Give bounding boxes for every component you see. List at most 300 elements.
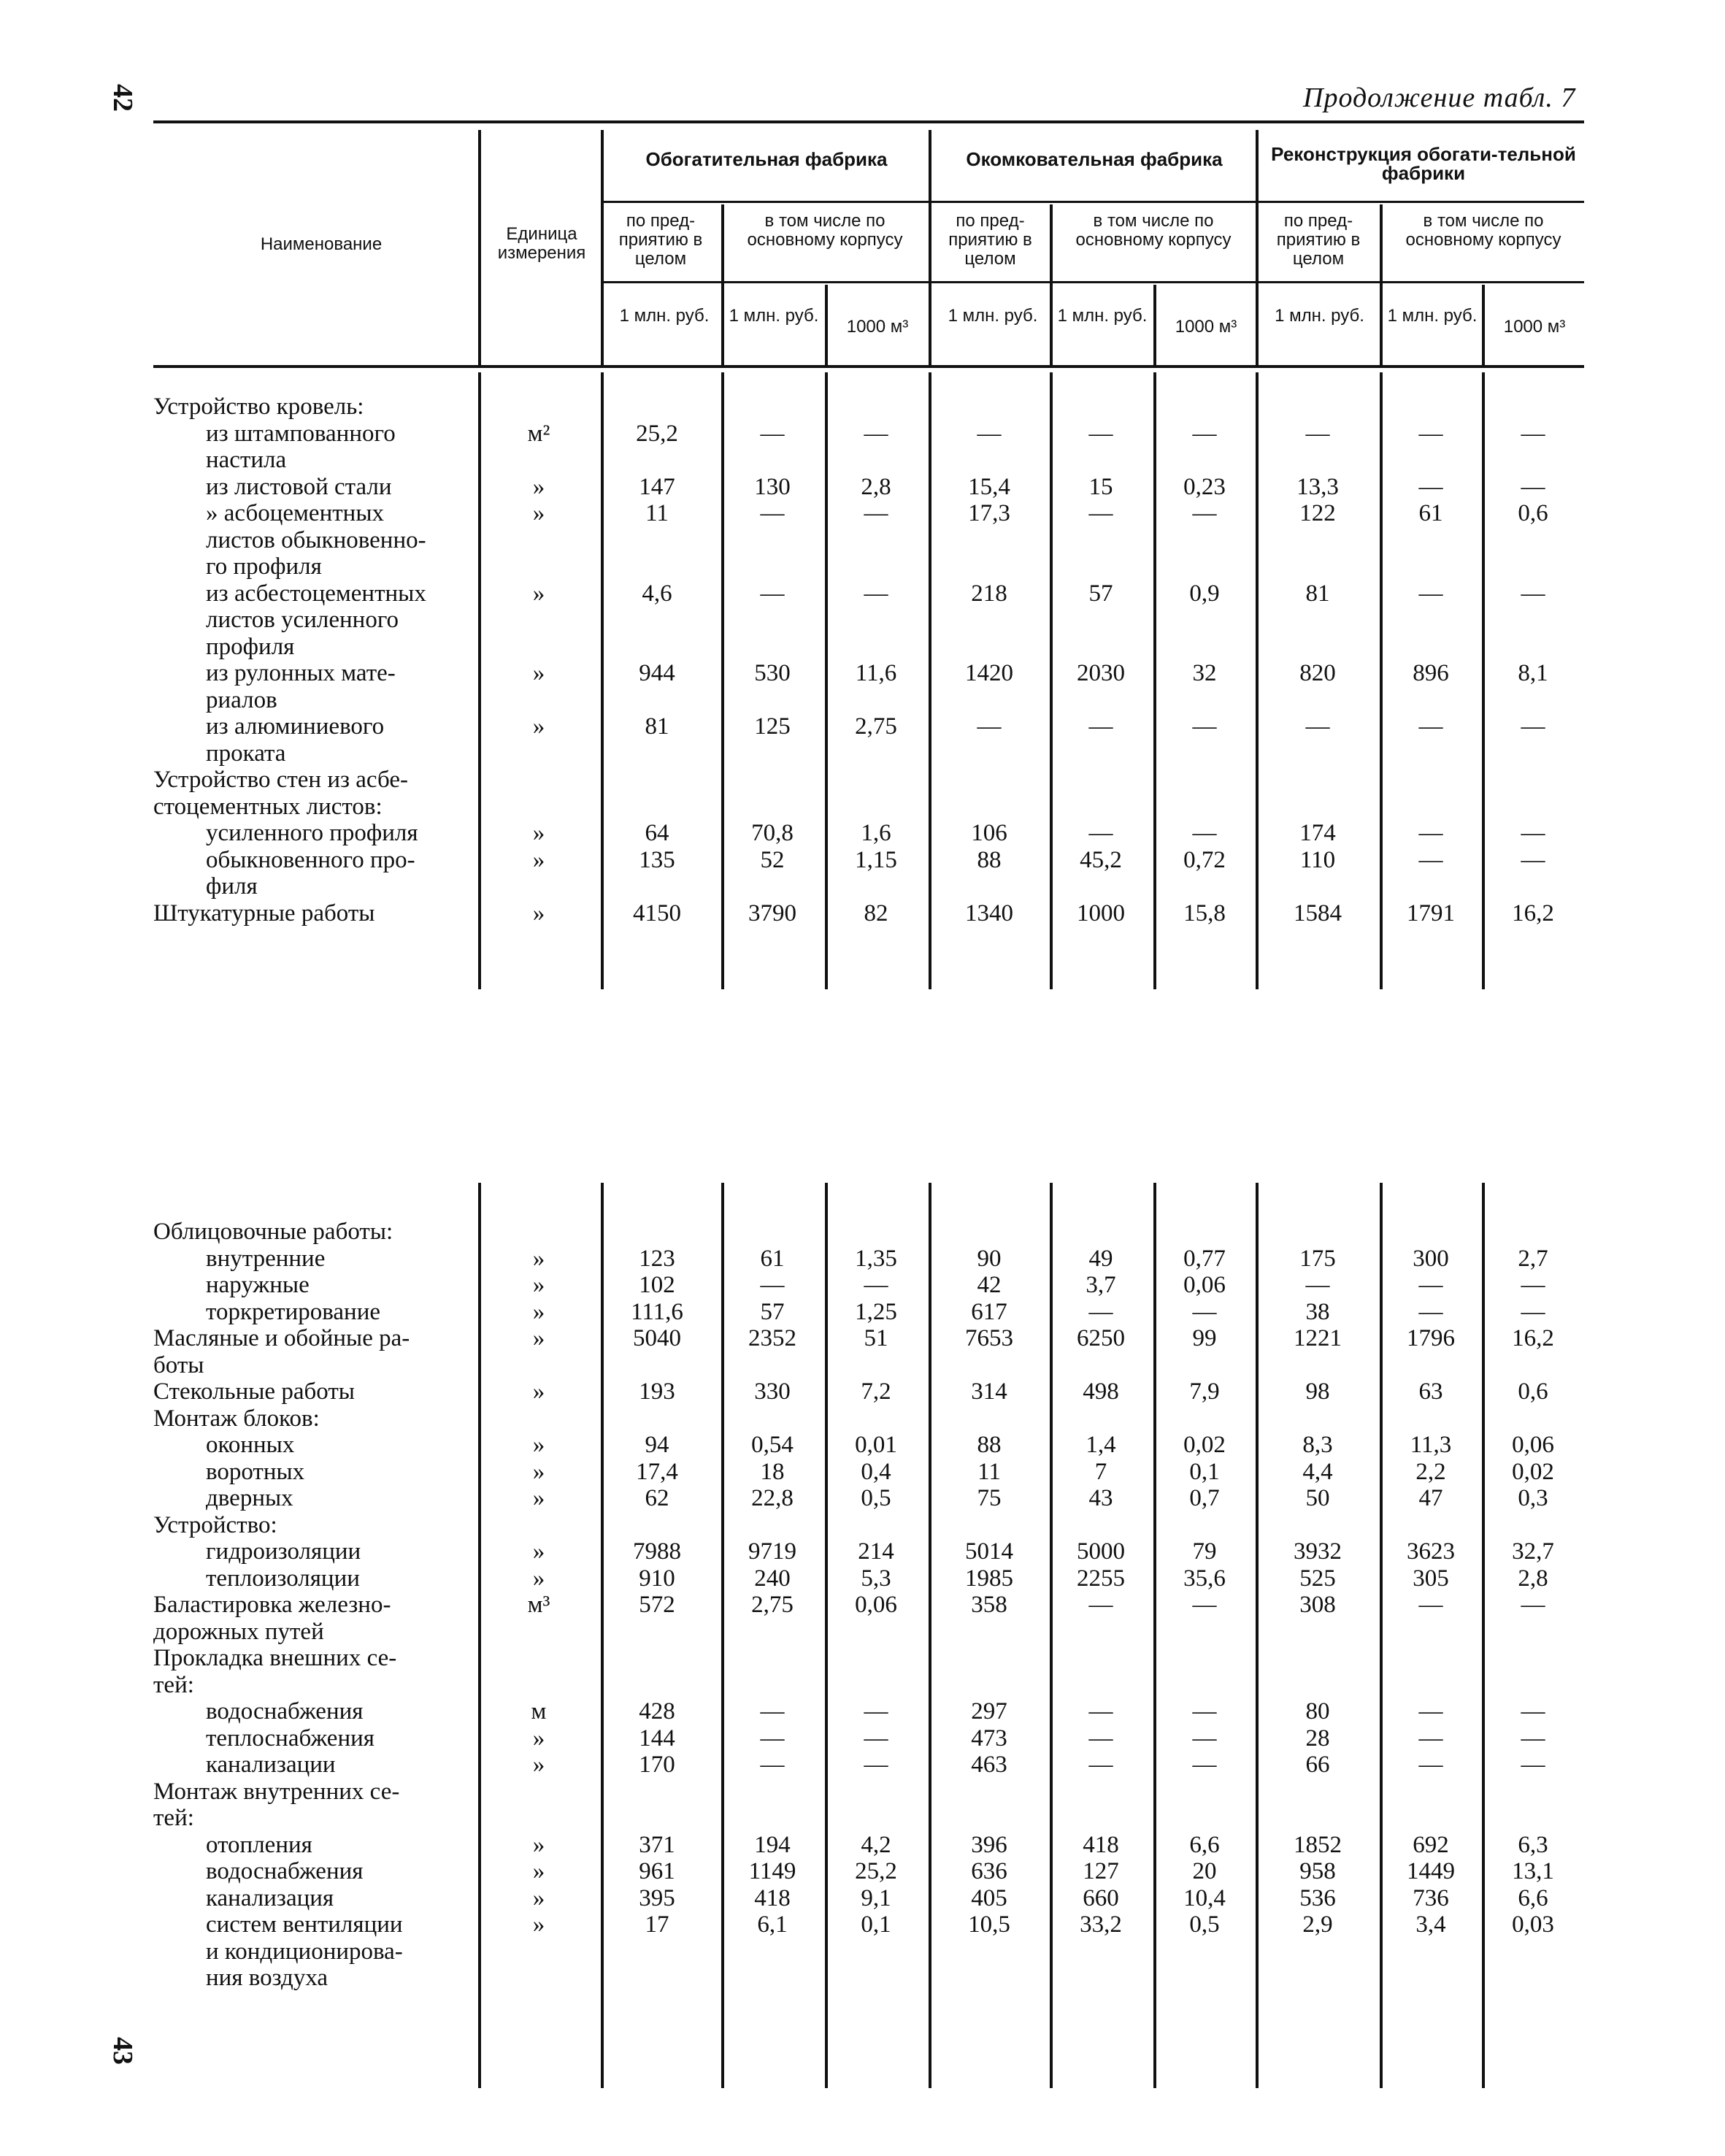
row-label: теплоснабжения xyxy=(206,1725,374,1752)
cell-value: 99 xyxy=(1192,1325,1217,1351)
row-unit: » xyxy=(532,713,545,740)
row-label: настила xyxy=(206,447,287,473)
cell-value: 2,9 xyxy=(1302,1911,1333,1938)
column-divider xyxy=(721,372,724,989)
cell-value: 0,23 xyxy=(1183,473,1226,500)
cell-value: 111,6 xyxy=(631,1298,683,1325)
cell-value: 944 xyxy=(639,660,675,686)
cell-value: 6,1 xyxy=(757,1911,788,1938)
cell-value: — xyxy=(864,580,888,607)
cell-value: 35,6 xyxy=(1183,1565,1226,1592)
row-label: Масляные и обойные ра- xyxy=(153,1325,410,1351)
column-divider xyxy=(1050,1183,1053,2088)
cell-value: 33,2 xyxy=(1080,1911,1122,1938)
column-divider xyxy=(721,1183,724,2088)
cell-value: 9719 xyxy=(748,1538,796,1565)
header-group-3: Реконструкция обогати-тельной фабрики xyxy=(1271,143,1576,184)
cell-value: 11,6 xyxy=(855,660,897,686)
cell-value: 0,1 xyxy=(861,1911,891,1938)
cell-value: — xyxy=(1521,473,1545,500)
unit-rub-2: 1 млн. руб. xyxy=(729,306,819,326)
cell-value: 175 xyxy=(1299,1245,1336,1272)
cell-value: 692 xyxy=(1413,1831,1449,1858)
cell-value: 51 xyxy=(864,1325,888,1351)
row-unit: » xyxy=(532,1725,545,1752)
row-label: Облицовочные работы: xyxy=(153,1219,393,1245)
row-label: и кондиционирова- xyxy=(206,1938,403,1965)
cell-value: 536 xyxy=(1299,1884,1336,1911)
row-label: тей: xyxy=(153,1805,194,1831)
column-divider xyxy=(1153,372,1156,989)
cell-value: 123 xyxy=(639,1245,675,1272)
cell-value: 16,2 xyxy=(1512,899,1554,927)
cell-value: 13,1 xyxy=(1512,1858,1554,1884)
cell-value: 90 xyxy=(977,1245,1002,1272)
cell-value: 170 xyxy=(639,1752,675,1778)
cell-value: 736 xyxy=(1413,1884,1449,1911)
cell-value: — xyxy=(1088,1725,1113,1752)
cell-value: 15,8 xyxy=(1183,899,1226,927)
cell-value: 2030 xyxy=(1077,660,1125,686)
cell-value: 961 xyxy=(639,1858,675,1884)
cell-value: 61 xyxy=(1418,500,1443,526)
column-divider xyxy=(929,372,931,989)
cell-value: — xyxy=(1418,473,1443,500)
cell-value: 1340 xyxy=(965,899,1013,927)
column-divider xyxy=(1256,1183,1259,2088)
column-divider xyxy=(601,372,604,989)
cell-value: 1852 xyxy=(1294,1831,1342,1858)
cell-value: — xyxy=(864,500,888,526)
unit-rub-3: 1 млн. руб. xyxy=(948,306,1038,326)
cell-value: — xyxy=(977,420,1002,447)
cell-value: — xyxy=(1305,1272,1330,1298)
column-divider xyxy=(1380,1183,1383,2088)
column-divider xyxy=(1482,372,1485,989)
cell-value: 428 xyxy=(639,1698,675,1725)
cell-value: 1420 xyxy=(965,660,1013,686)
cell-value: — xyxy=(1088,713,1113,740)
cell-value: 63 xyxy=(1418,1378,1443,1405)
cell-value: 61 xyxy=(760,1245,785,1272)
row-unit: » xyxy=(532,1565,545,1592)
row-label: Монтаж блоков: xyxy=(153,1405,320,1432)
cell-value: — xyxy=(1521,1298,1545,1325)
cell-value: 463 xyxy=(971,1752,1007,1778)
cell-value: — xyxy=(864,1272,888,1298)
cell-value: 0,1 xyxy=(1189,1458,1220,1485)
column-divider xyxy=(1482,1183,1485,2088)
column-divider xyxy=(1050,372,1053,989)
cell-value: 1221 xyxy=(1294,1325,1342,1351)
cell-value: — xyxy=(864,420,888,447)
cell-value: 15 xyxy=(1088,473,1113,500)
cell-value: 6250 xyxy=(1077,1325,1125,1351)
cell-value: — xyxy=(1418,420,1443,447)
cell-value: 0,6 xyxy=(1518,1378,1548,1405)
column-divider xyxy=(478,372,481,989)
cell-value: 418 xyxy=(1083,1831,1119,1858)
row-label: воротных xyxy=(206,1458,305,1485)
unit-rub-4: 1 млн. руб. xyxy=(1057,306,1148,326)
cell-value: — xyxy=(1418,1752,1443,1778)
cell-value: — xyxy=(1521,1272,1545,1298)
cell-value: 0,5 xyxy=(861,1485,891,1511)
row-unit: » xyxy=(532,1831,545,1858)
cell-value: — xyxy=(1088,1752,1113,1778)
cell-value: 5014 xyxy=(965,1538,1013,1565)
cell-value: 15,4 xyxy=(968,473,1010,500)
cell-value: — xyxy=(1418,580,1443,607)
row-label: Прокладка внешних се- xyxy=(153,1645,397,1671)
cell-value: 2352 xyxy=(748,1325,796,1351)
cell-value: 130 xyxy=(754,473,791,500)
row-label: гидроизоляции xyxy=(206,1538,361,1565)
cell-value: — xyxy=(1418,1298,1443,1325)
row-unit: » xyxy=(532,660,545,686)
column-divider xyxy=(825,372,828,989)
cell-value: 11 xyxy=(645,500,669,526)
cell-value: 1,6 xyxy=(861,820,891,846)
row-unit: » xyxy=(532,1245,545,1272)
cell-value: 5,3 xyxy=(861,1565,891,1592)
row-unit: » xyxy=(532,1272,545,1298)
row-unit: » xyxy=(532,1752,545,1778)
cell-value: 0,06 xyxy=(1512,1432,1554,1458)
cell-value: 7653 xyxy=(965,1325,1013,1351)
column-divider xyxy=(825,1183,828,2088)
cell-value: 2255 xyxy=(1077,1565,1125,1592)
cell-value: 52 xyxy=(760,846,785,873)
cell-value: — xyxy=(1521,580,1545,607)
cell-value: 64 xyxy=(645,820,669,846)
cell-value: 314 xyxy=(971,1378,1007,1405)
cell-value: 11 xyxy=(977,1458,1001,1485)
cell-value: 6,6 xyxy=(1518,1884,1548,1911)
cell-value: — xyxy=(1088,1592,1113,1618)
cell-value: 8,1 xyxy=(1518,660,1548,686)
header-whole-2: по пред-приятию в целом xyxy=(948,211,1032,269)
cell-value: — xyxy=(1192,420,1217,447)
cell-value: 50 xyxy=(1305,1485,1330,1511)
cell-value: 1,4 xyxy=(1086,1432,1116,1458)
cell-value: — xyxy=(1521,820,1545,846)
cell-value: 10,4 xyxy=(1183,1884,1226,1911)
row-label: оконных xyxy=(206,1432,295,1458)
cell-value: 25,2 xyxy=(855,1858,897,1884)
cell-value: 0,4 xyxy=(861,1458,891,1485)
cell-value: 135 xyxy=(639,846,675,873)
column-divider xyxy=(478,1183,481,2088)
row-label: Штукатурные работы xyxy=(153,899,375,927)
cell-value: — xyxy=(1088,820,1113,846)
cell-value: 94 xyxy=(645,1432,669,1458)
row-unit: » xyxy=(532,1432,545,1458)
cell-value: 66 xyxy=(1305,1752,1330,1778)
cell-value: 0,7 xyxy=(1189,1485,1220,1511)
cell-value: — xyxy=(1088,420,1113,447)
cell-value: 102 xyxy=(639,1272,675,1298)
cell-value: — xyxy=(1192,1752,1217,1778)
row-label: Устройство стен из асбе- xyxy=(153,767,408,793)
header-group-2: Окомковательная фабрика xyxy=(966,148,1223,170)
cell-value: — xyxy=(1192,1592,1217,1618)
cell-value: 42 xyxy=(977,1272,1002,1298)
cell-value: 127 xyxy=(1083,1858,1119,1884)
row-label: проката xyxy=(206,740,286,767)
cell-value: — xyxy=(1418,846,1443,873)
cell-value: 3790 xyxy=(748,899,796,927)
row-unit: » xyxy=(532,500,545,526)
cell-value: 572 xyxy=(639,1592,675,1618)
cell-value: 7,2 xyxy=(861,1378,891,1405)
cell-value: 1,35 xyxy=(855,1245,897,1272)
cell-value: 3932 xyxy=(1294,1538,1342,1565)
row-unit: » xyxy=(532,1325,545,1351)
cell-value: 910 xyxy=(639,1565,675,1592)
cell-value: 16,2 xyxy=(1512,1325,1554,1351)
cell-value: 371 xyxy=(639,1831,675,1858)
cell-value: 330 xyxy=(754,1378,791,1405)
cell-value: 11,3 xyxy=(1410,1432,1452,1458)
cell-value: 82 xyxy=(864,899,888,927)
cell-value: 297 xyxy=(971,1698,1007,1725)
cell-value: 22,8 xyxy=(751,1485,794,1511)
cell-value: 81 xyxy=(645,713,669,740)
unit-m3-3: 1000 м³ xyxy=(1503,317,1566,337)
row-label: » асбоцементных xyxy=(206,500,384,526)
row-label: теплоизоляции xyxy=(206,1565,360,1592)
cell-value: 57 xyxy=(1088,580,1113,607)
unit-m3-2: 1000 м³ xyxy=(1175,317,1237,337)
cell-value: 9,1 xyxy=(861,1884,891,1911)
cell-value: — xyxy=(1192,713,1217,740)
cell-value: — xyxy=(1521,1752,1545,1778)
row-label: Стекольные работы xyxy=(153,1378,355,1405)
cell-value: 4150 xyxy=(633,899,681,927)
row-label: листов усиленного xyxy=(206,607,399,633)
cell-value: — xyxy=(760,1725,785,1752)
cell-value: 0,6 xyxy=(1518,500,1548,526)
cell-value: 122 xyxy=(1299,500,1336,526)
cell-value: 20 xyxy=(1192,1858,1217,1884)
row-unit: » xyxy=(532,1911,545,1938)
cell-value: 0,3 xyxy=(1518,1485,1548,1511)
cell-value: 1449 xyxy=(1407,1858,1455,1884)
row-label: ния воздуха xyxy=(206,1965,329,1991)
row-label: боты xyxy=(153,1351,204,1378)
cell-value: — xyxy=(1088,1298,1113,1325)
cell-value: 660 xyxy=(1083,1884,1119,1911)
cell-value: 5000 xyxy=(1077,1538,1125,1565)
cell-value: 4,6 xyxy=(642,580,672,607)
cell-value: 110 xyxy=(1299,846,1336,873)
row-label: канализация xyxy=(206,1884,334,1911)
row-unit: м xyxy=(531,1698,547,1725)
cell-value: — xyxy=(1521,1592,1545,1618)
cell-value: 0,5 xyxy=(1189,1911,1220,1938)
header-main-1: в том числе по основному корпусу xyxy=(747,211,903,250)
cell-value: 820 xyxy=(1299,660,1336,686)
row-label: обыкновенного про- xyxy=(206,846,415,873)
cell-value: 1000 xyxy=(1077,899,1125,927)
row-label: из асбестоцементных xyxy=(206,580,426,607)
row-label: из листовой стали xyxy=(206,473,392,500)
cell-value: 214 xyxy=(858,1538,894,1565)
row-unit: » xyxy=(532,1485,545,1511)
cell-value: 0,01 xyxy=(855,1432,897,1458)
header-whole-1: по пред-приятию в целом xyxy=(618,211,703,269)
continuation-title: Продолжение табл. 7 xyxy=(1303,83,1576,113)
row-unit: » xyxy=(532,820,545,846)
cell-value: 0,02 xyxy=(1512,1458,1554,1485)
row-unit: » xyxy=(532,1538,545,1565)
row-unit: » xyxy=(532,1458,545,1485)
cell-value: 3,7 xyxy=(1086,1272,1116,1298)
cell-value: — xyxy=(1088,500,1113,526)
row-unit: м³ xyxy=(527,1592,550,1618)
cell-value: 6,6 xyxy=(1189,1831,1220,1858)
cell-value: 3,4 xyxy=(1415,1911,1446,1938)
row-unit: » xyxy=(532,580,545,607)
cell-value: 75 xyxy=(977,1485,1002,1511)
row-label: стоцементных листов: xyxy=(153,793,383,820)
cell-value: 0,9 xyxy=(1189,580,1220,607)
cell-value: 4,2 xyxy=(861,1831,891,1858)
cell-value: 193 xyxy=(639,1378,675,1405)
cell-value: 5040 xyxy=(633,1325,681,1351)
cell-value: — xyxy=(864,1725,888,1752)
cell-value: 2,7 xyxy=(1518,1245,1548,1272)
cell-value: 8,3 xyxy=(1302,1432,1333,1458)
cell-value: 0,03 xyxy=(1512,1911,1554,1938)
row-label: дорожных путей xyxy=(153,1618,324,1645)
cell-value: 6,3 xyxy=(1518,1831,1548,1858)
cell-value: 2,2 xyxy=(1415,1458,1446,1485)
page-number-bottom: 43 xyxy=(107,2037,138,2065)
cell-value: 2,75 xyxy=(751,1592,794,1618)
unit-rub-6: 1 млн. руб. xyxy=(1387,306,1478,326)
cell-value: 1985 xyxy=(965,1565,1013,1592)
cell-value: 7,9 xyxy=(1189,1378,1220,1405)
cell-value: — xyxy=(1418,713,1443,740)
row-label: тей: xyxy=(153,1671,194,1698)
cell-value: 1796 xyxy=(1407,1325,1455,1351)
row-label: из штампованного xyxy=(206,420,396,447)
cell-value: 473 xyxy=(971,1725,1007,1752)
cell-value: 2,8 xyxy=(1518,1565,1548,1592)
cell-value: — xyxy=(864,1752,888,1778)
cell-value: — xyxy=(760,1698,785,1725)
cell-value: 3623 xyxy=(1407,1538,1455,1565)
cell-value: 70,8 xyxy=(751,820,794,846)
page-number-top: 42 xyxy=(107,84,138,112)
cell-value: 0,54 xyxy=(751,1432,794,1458)
cell-value: — xyxy=(1088,1698,1113,1725)
cell-value: 106 xyxy=(971,820,1007,846)
cell-value: 32 xyxy=(1192,660,1217,686)
cell-value: 1,25 xyxy=(855,1298,897,1325)
cell-value: — xyxy=(1192,1725,1217,1752)
cell-value: 358 xyxy=(971,1592,1007,1618)
cell-value: 0,06 xyxy=(855,1592,897,1618)
row-unit: » xyxy=(532,1858,545,1884)
unit-rub-1: 1 млн. руб. xyxy=(619,306,710,326)
cell-value: 79 xyxy=(1192,1538,1217,1565)
row-label: водоснабжения xyxy=(206,1858,364,1884)
cell-value: 300 xyxy=(1413,1245,1449,1272)
column-divider xyxy=(1153,1183,1156,2088)
cell-value: 88 xyxy=(977,1432,1002,1458)
cell-value: 28 xyxy=(1305,1725,1330,1752)
cell-value: 32,7 xyxy=(1512,1538,1554,1565)
row-label: листов обыкновенно- xyxy=(206,526,426,553)
row-unit: » xyxy=(532,899,545,927)
cell-value: 498 xyxy=(1083,1378,1119,1405)
cell-value: — xyxy=(1418,1725,1443,1752)
cell-value: — xyxy=(864,1698,888,1725)
cell-value: 1149 xyxy=(748,1858,796,1884)
cell-value: 43 xyxy=(1088,1485,1113,1511)
header-whole-3: по пред-приятию в целом xyxy=(1276,211,1361,269)
row-unit: » xyxy=(532,1378,545,1405)
cell-value: 38 xyxy=(1305,1298,1330,1325)
row-label: систем вентиляции xyxy=(206,1911,403,1938)
cell-value: 62 xyxy=(645,1485,669,1511)
cell-value: 2,75 xyxy=(855,713,897,740)
cell-value: 13,3 xyxy=(1296,473,1339,500)
cell-value: — xyxy=(760,1272,785,1298)
cell-value: — xyxy=(760,580,785,607)
cell-value: — xyxy=(760,420,785,447)
cell-value: 308 xyxy=(1299,1592,1336,1618)
cell-value: 0,77 xyxy=(1183,1245,1226,1272)
row-label: Монтаж внутренних се- xyxy=(153,1778,400,1805)
cell-value: 896 xyxy=(1413,660,1449,686)
row-label: дверных xyxy=(206,1485,293,1511)
cell-value: 144 xyxy=(639,1725,675,1752)
row-label: канализации xyxy=(206,1752,336,1778)
cell-value: 80 xyxy=(1305,1698,1330,1725)
row-label: из рулонных мате- xyxy=(206,660,396,686)
cell-value: 218 xyxy=(971,580,1007,607)
row-label: Устройство: xyxy=(153,1511,277,1538)
row-unit: » xyxy=(532,473,545,500)
cell-value: — xyxy=(1192,500,1217,526)
row-label: внутренние xyxy=(206,1245,326,1272)
column-divider xyxy=(1256,372,1259,989)
row-label: го профиля xyxy=(206,553,322,580)
cell-value: 305 xyxy=(1413,1565,1449,1592)
cell-value: 125 xyxy=(754,713,791,740)
cell-value: — xyxy=(1418,1272,1443,1298)
cell-value: 17,3 xyxy=(968,500,1010,526)
header-name: Наименование xyxy=(260,234,383,254)
cell-value: 617 xyxy=(971,1298,1007,1325)
cell-value: 530 xyxy=(754,660,791,686)
row-unit: » xyxy=(532,1884,545,1911)
cell-value: 396 xyxy=(971,1831,1007,1858)
cell-value: 147 xyxy=(639,473,675,500)
row-unit: » xyxy=(532,1298,545,1325)
column-divider xyxy=(929,1183,931,2088)
cell-value: 405 xyxy=(971,1884,1007,1911)
cell-value: 4,4 xyxy=(1302,1458,1333,1485)
cell-value: 0,72 xyxy=(1183,846,1226,873)
cell-value: — xyxy=(1521,1725,1545,1752)
header-group-1: Обогатительная фабрика xyxy=(645,148,888,170)
cell-value: 18 xyxy=(760,1458,785,1485)
